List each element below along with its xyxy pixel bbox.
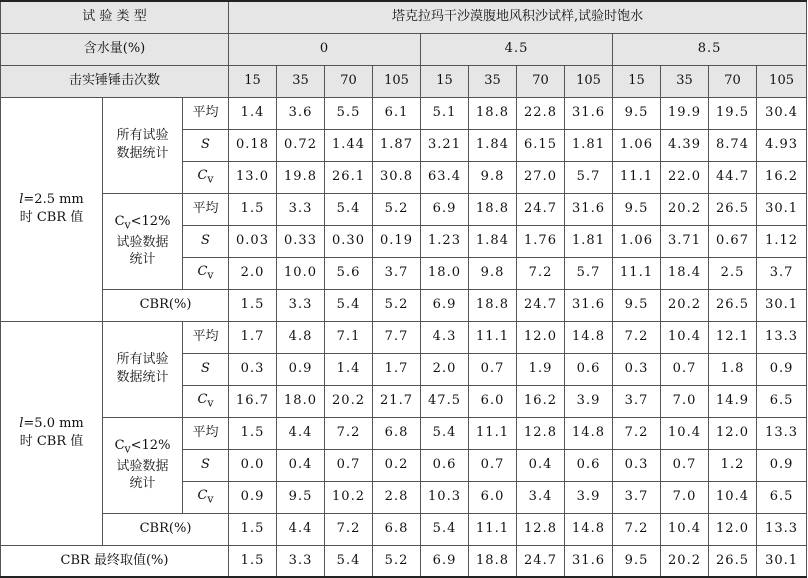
group-cv-sub: v bbox=[124, 218, 131, 232]
group-all-line2: 数据统计 bbox=[116, 370, 169, 385]
value-cell: 3.3 bbox=[277, 289, 325, 321]
stat-label-cv bbox=[183, 161, 229, 193]
stat-symbol-c: C bbox=[197, 391, 208, 407]
value-cell: 26.1 bbox=[325, 161, 373, 193]
value-cell: 10.2 bbox=[325, 481, 373, 513]
sample-title: 塔克拉玛干沙漠腹地风积沙试样,试验时饱水 bbox=[229, 1, 807, 33]
moisture-value-1: 4.5 bbox=[421, 33, 613, 65]
value-cell: 0.2 bbox=[373, 449, 421, 481]
header-row-moisture bbox=[1, 33, 807, 65]
value-cell: 3.7 bbox=[373, 257, 421, 289]
cbr-row bbox=[1, 513, 807, 545]
value-cell: 19.9 bbox=[661, 97, 709, 129]
value-cell: 1.8 bbox=[709, 353, 757, 385]
value-cell: 18.4 bbox=[661, 257, 709, 289]
group-cv-rest: <12% bbox=[130, 438, 171, 454]
value-cell: 5.4 bbox=[421, 417, 469, 449]
value-cell: 11.1 bbox=[613, 257, 661, 289]
value-cell: 16.2 bbox=[757, 161, 807, 193]
blows-header-cell: 105 bbox=[373, 65, 421, 97]
stat-label-mean: 平均 bbox=[183, 321, 229, 353]
value-cell: 12.8 bbox=[517, 513, 565, 545]
value-cell: 10.0 bbox=[277, 257, 325, 289]
value-cell: 7.2 bbox=[613, 321, 661, 353]
value-cell: 2.0 bbox=[421, 353, 469, 385]
value-cell: 44.7 bbox=[709, 161, 757, 193]
value-cell: 7.1 bbox=[325, 321, 373, 353]
section-label-0 bbox=[1, 97, 103, 321]
blows-header-cell: 15 bbox=[229, 65, 277, 97]
value-cell: 63.4 bbox=[421, 161, 469, 193]
value-cell: 5.4 bbox=[325, 193, 373, 225]
group-label-all bbox=[103, 97, 183, 193]
value-cell: 4.93 bbox=[757, 129, 807, 161]
value-cell: 14.9 bbox=[709, 385, 757, 417]
value-cell: 14.8 bbox=[565, 321, 613, 353]
value-cell: 0.18 bbox=[229, 129, 277, 161]
value-cell: 10.4 bbox=[661, 321, 709, 353]
value-cell: 3.7 bbox=[613, 481, 661, 513]
value-cell: 30.4 bbox=[757, 97, 807, 129]
value-cell: 20.2 bbox=[661, 289, 709, 321]
value-cell: 1.4 bbox=[229, 97, 277, 129]
group-all-line1: 所有试验 bbox=[116, 352, 169, 368]
group-all-line1: 所有试验 bbox=[116, 128, 169, 144]
blows-header-cell: 35 bbox=[469, 65, 517, 97]
group-label-cv bbox=[103, 193, 183, 289]
value-cell: 0.4 bbox=[517, 449, 565, 481]
blows-header-cell: 105 bbox=[757, 65, 807, 97]
value-cell: 9.5 bbox=[613, 97, 661, 129]
value-cell: 4.3 bbox=[421, 321, 469, 353]
value-cell: 6.9 bbox=[421, 289, 469, 321]
value-cell: 1.7 bbox=[373, 353, 421, 385]
value-cell: 0.9 bbox=[229, 481, 277, 513]
value-cell: 10.3 bbox=[421, 481, 469, 513]
value-cell: 26.5 bbox=[709, 289, 757, 321]
value-cell: 22.0 bbox=[661, 161, 709, 193]
value-cell: 13.3 bbox=[757, 513, 807, 545]
value-cell: 5.5 bbox=[325, 97, 373, 129]
value-cell: 30.8 bbox=[373, 161, 421, 193]
value-cell: 0.6 bbox=[421, 449, 469, 481]
value-cell: 30.1 bbox=[757, 545, 807, 577]
value-cell: 31.6 bbox=[565, 193, 613, 225]
value-cell: 20.2 bbox=[661, 545, 709, 577]
value-cell: 3.71 bbox=[661, 225, 709, 257]
value-cell: 5.2 bbox=[373, 193, 421, 225]
value-cell: 3.7 bbox=[613, 385, 661, 417]
value-cell: 8.74 bbox=[709, 129, 757, 161]
value-cell: 0.7 bbox=[469, 353, 517, 385]
value-cell: 1.81 bbox=[565, 129, 613, 161]
value-cell: 1.06 bbox=[613, 129, 661, 161]
value-cell: 21.7 bbox=[373, 385, 421, 417]
group-cv-line2: 试验数据 bbox=[116, 234, 169, 250]
value-cell: 19.8 bbox=[277, 161, 325, 193]
value-cell: 4.39 bbox=[661, 129, 709, 161]
value-cell: 1.5 bbox=[229, 545, 277, 577]
value-cell: 5.4 bbox=[421, 513, 469, 545]
value-cell: 19.5 bbox=[709, 97, 757, 129]
value-cell: 1.23 bbox=[421, 225, 469, 257]
value-cell: 7.2 bbox=[325, 417, 373, 449]
value-cell: 7.2 bbox=[517, 257, 565, 289]
value-cell: 1.87 bbox=[373, 129, 421, 161]
value-cell: 0.67 bbox=[709, 225, 757, 257]
stat-label-s bbox=[183, 353, 229, 385]
value-cell: 31.6 bbox=[565, 289, 613, 321]
value-cell: 6.8 bbox=[373, 417, 421, 449]
stat-symbol-c: C bbox=[197, 263, 208, 279]
value-cell: 24.7 bbox=[517, 193, 565, 225]
stat-symbol-c: C bbox=[197, 167, 208, 183]
value-cell: 0.33 bbox=[277, 225, 325, 257]
value-cell: 1.2 bbox=[709, 449, 757, 481]
value-cell: 1.81 bbox=[565, 225, 613, 257]
group-label-all bbox=[103, 321, 183, 417]
value-cell: 30.1 bbox=[757, 289, 807, 321]
group-label-cv bbox=[103, 417, 183, 513]
value-cell: 5.1 bbox=[421, 97, 469, 129]
value-cell: 18.8 bbox=[469, 193, 517, 225]
data-row bbox=[1, 417, 807, 449]
value-cell: 6.8 bbox=[373, 513, 421, 545]
l-value: =5.0 mm bbox=[23, 416, 84, 432]
value-cell: 11.1 bbox=[613, 161, 661, 193]
value-cell: 7.0 bbox=[661, 385, 709, 417]
value-cell: 4.4 bbox=[277, 513, 325, 545]
value-cell: 12.0 bbox=[709, 513, 757, 545]
value-cell: 31.6 bbox=[565, 97, 613, 129]
stat-label-s bbox=[183, 449, 229, 481]
value-cell: 0.30 bbox=[325, 225, 373, 257]
value-cell: 13.3 bbox=[757, 417, 807, 449]
value-cell: 0.3 bbox=[613, 353, 661, 385]
section-label-1 bbox=[1, 321, 103, 545]
value-cell: 5.4 bbox=[325, 289, 373, 321]
value-cell: 3.3 bbox=[277, 545, 325, 577]
value-cell: 7.2 bbox=[325, 513, 373, 545]
value-cell: 0.9 bbox=[757, 449, 807, 481]
value-cell: 18.0 bbox=[421, 257, 469, 289]
stat-symbol-c: C bbox=[197, 487, 208, 503]
group-cv-sub: v bbox=[124, 442, 131, 456]
value-cell: 3.9 bbox=[565, 481, 613, 513]
value-cell: 6.15 bbox=[517, 129, 565, 161]
l-value: =2.5 mm bbox=[23, 192, 84, 208]
value-cell: 1.4 bbox=[325, 353, 373, 385]
value-cell: 0.03 bbox=[229, 225, 277, 257]
value-cell: 6.0 bbox=[469, 481, 517, 513]
value-cell: 2.8 bbox=[373, 481, 421, 513]
data-row bbox=[1, 193, 807, 225]
value-cell: 18.8 bbox=[469, 289, 517, 321]
value-cell: 5.7 bbox=[565, 161, 613, 193]
value-cell: 0.7 bbox=[661, 353, 709, 385]
value-cell: 0.9 bbox=[277, 353, 325, 385]
group-cv-line2: 试验数据 bbox=[116, 458, 169, 474]
value-cell: 11.1 bbox=[469, 513, 517, 545]
value-cell: 11.1 bbox=[469, 417, 517, 449]
blows-header-cell: 35 bbox=[277, 65, 325, 97]
value-cell: 16.7 bbox=[229, 385, 277, 417]
stat-label-cv bbox=[183, 385, 229, 417]
value-cell: 3.3 bbox=[277, 193, 325, 225]
stat-label-cv bbox=[183, 481, 229, 513]
value-cell: 14.8 bbox=[565, 417, 613, 449]
stat-symbol-s: S bbox=[201, 361, 210, 377]
value-cell: 0.0 bbox=[229, 449, 277, 481]
stat-symbol-s: S bbox=[201, 137, 210, 153]
l-line2: 时 CBR 值 bbox=[19, 210, 84, 225]
stat-label-s bbox=[183, 129, 229, 161]
blows-header-cell: 15 bbox=[613, 65, 661, 97]
value-cell: 10.4 bbox=[709, 481, 757, 513]
value-cell: 20.2 bbox=[661, 193, 709, 225]
value-cell: 1.9 bbox=[517, 353, 565, 385]
value-cell: 1.5 bbox=[229, 417, 277, 449]
data-row bbox=[1, 97, 807, 129]
blows-header-cell: 105 bbox=[565, 65, 613, 97]
stat-label-cv bbox=[183, 257, 229, 289]
test-type-label: 试 验 类 型 bbox=[1, 1, 229, 33]
value-cell: 13.3 bbox=[757, 321, 807, 353]
blows-header-cell: 15 bbox=[421, 65, 469, 97]
table-body bbox=[1, 1, 807, 577]
value-cell: 6.9 bbox=[421, 193, 469, 225]
value-cell: 2.0 bbox=[229, 257, 277, 289]
value-cell: 6.5 bbox=[757, 481, 807, 513]
value-cell: 47.5 bbox=[421, 385, 469, 417]
value-cell: 0.6 bbox=[565, 449, 613, 481]
value-cell: 7.2 bbox=[613, 417, 661, 449]
header-row-blows bbox=[1, 65, 807, 97]
value-cell: 10.4 bbox=[661, 513, 709, 545]
cbr-label: CBR(%) bbox=[103, 513, 229, 545]
value-cell: 1.44 bbox=[325, 129, 373, 161]
value-cell: 3.7 bbox=[757, 257, 807, 289]
stat-symbol-s: S bbox=[201, 233, 210, 249]
value-cell: 0.7 bbox=[469, 449, 517, 481]
value-cell: 4.8 bbox=[277, 321, 325, 353]
value-cell: 0.6 bbox=[565, 353, 613, 385]
value-cell: 9.5 bbox=[613, 289, 661, 321]
value-cell: 1.06 bbox=[613, 225, 661, 257]
value-cell: 12.1 bbox=[709, 321, 757, 353]
stat-symbol-s: S bbox=[201, 457, 210, 473]
value-cell: 30.1 bbox=[757, 193, 807, 225]
value-cell: 22.8 bbox=[517, 97, 565, 129]
group-cv-line3: 统计 bbox=[129, 476, 156, 492]
moisture-value-0: 0 bbox=[229, 33, 421, 65]
value-cell: 18.0 bbox=[277, 385, 325, 417]
header-row-test-type bbox=[1, 1, 807, 33]
value-cell: 0.7 bbox=[325, 449, 373, 481]
final-label: CBR 最终取值(%) bbox=[1, 545, 229, 577]
value-cell: 0.4 bbox=[277, 449, 325, 481]
value-cell: 12.0 bbox=[517, 321, 565, 353]
value-cell: 9.8 bbox=[469, 161, 517, 193]
value-cell: 2.5 bbox=[709, 257, 757, 289]
value-cell: 7.2 bbox=[613, 513, 661, 545]
value-cell: 9.8 bbox=[469, 257, 517, 289]
value-cell: 24.7 bbox=[517, 289, 565, 321]
stat-symbol-sub: v bbox=[207, 268, 214, 282]
value-cell: 31.6 bbox=[565, 545, 613, 577]
value-cell: 1.84 bbox=[469, 225, 517, 257]
blows-header-cell: 70 bbox=[709, 65, 757, 97]
value-cell: 20.2 bbox=[325, 385, 373, 417]
l-line2: 时 CBR 值 bbox=[19, 434, 84, 449]
value-cell: 6.9 bbox=[421, 545, 469, 577]
value-cell: 0.3 bbox=[229, 353, 277, 385]
value-cell: 3.4 bbox=[517, 481, 565, 513]
l-symbol: l bbox=[19, 416, 24, 432]
value-cell: 10.4 bbox=[661, 417, 709, 449]
value-cell: 18.8 bbox=[469, 545, 517, 577]
stat-label-s bbox=[183, 225, 229, 257]
group-cv-line3: 统计 bbox=[129, 252, 156, 268]
value-cell: 14.8 bbox=[565, 513, 613, 545]
value-cell: 18.8 bbox=[469, 97, 517, 129]
value-cell: 3.21 bbox=[421, 129, 469, 161]
value-cell: 6.5 bbox=[757, 385, 807, 417]
group-cv-rest: <12% bbox=[130, 214, 171, 230]
value-cell: 9.5 bbox=[277, 481, 325, 513]
l-symbol: l bbox=[19, 192, 24, 208]
blows-header-cell: 70 bbox=[517, 65, 565, 97]
value-cell: 1.5 bbox=[229, 193, 277, 225]
stat-label-mean: 平均 bbox=[183, 193, 229, 225]
stat-label-mean: 平均 bbox=[183, 417, 229, 449]
value-cell: 1.5 bbox=[229, 513, 277, 545]
value-cell: 6.1 bbox=[373, 97, 421, 129]
value-cell: 0.72 bbox=[277, 129, 325, 161]
value-cell: 0.3 bbox=[613, 449, 661, 481]
value-cell: 4.4 bbox=[277, 417, 325, 449]
value-cell: 3.9 bbox=[565, 385, 613, 417]
group-cv-c: C bbox=[114, 438, 125, 454]
blows-label: 击实锤锤击次数 bbox=[1, 65, 229, 97]
stat-symbol-sub: v bbox=[207, 492, 214, 506]
value-cell: 0.19 bbox=[373, 225, 421, 257]
value-cell: 9.5 bbox=[613, 545, 661, 577]
value-cell: 12.8 bbox=[517, 417, 565, 449]
value-cell: 26.5 bbox=[709, 193, 757, 225]
data-row bbox=[1, 321, 807, 353]
value-cell: 1.84 bbox=[469, 129, 517, 161]
cbr-row bbox=[1, 289, 807, 321]
group-cv-c: C bbox=[114, 214, 125, 230]
value-cell: 7.7 bbox=[373, 321, 421, 353]
value-cell: 12.0 bbox=[709, 417, 757, 449]
blows-header-cell: 70 bbox=[325, 65, 373, 97]
moisture-label: 含水量(%) bbox=[1, 33, 229, 65]
value-cell: 1.5 bbox=[229, 289, 277, 321]
value-cell: 0.7 bbox=[661, 449, 709, 481]
value-cell: 1.7 bbox=[229, 321, 277, 353]
value-cell: 1.76 bbox=[517, 225, 565, 257]
value-cell: 13.0 bbox=[229, 161, 277, 193]
value-cell: 6.0 bbox=[469, 385, 517, 417]
value-cell: 1.12 bbox=[757, 225, 807, 257]
value-cell: 5.6 bbox=[325, 257, 373, 289]
group-all-line2: 数据统计 bbox=[116, 146, 169, 161]
value-cell: 5.2 bbox=[373, 545, 421, 577]
value-cell: 5.7 bbox=[565, 257, 613, 289]
cbr-label: CBR(%) bbox=[103, 289, 229, 321]
value-cell: 5.2 bbox=[373, 289, 421, 321]
stat-symbol-sub: v bbox=[207, 172, 214, 186]
value-cell: 27.0 bbox=[517, 161, 565, 193]
value-cell: 0.9 bbox=[757, 353, 807, 385]
value-cell: 5.4 bbox=[325, 545, 373, 577]
value-cell: 24.7 bbox=[517, 545, 565, 577]
value-cell: 7.0 bbox=[661, 481, 709, 513]
stat-label-mean: 平均 bbox=[183, 97, 229, 129]
value-cell: 11.1 bbox=[469, 321, 517, 353]
value-cell: 3.6 bbox=[277, 97, 325, 129]
value-cell: 16.2 bbox=[517, 385, 565, 417]
final-row bbox=[1, 545, 807, 577]
value-cell: 9.5 bbox=[613, 193, 661, 225]
value-cell: 26.5 bbox=[709, 545, 757, 577]
moisture-value-2: 8.5 bbox=[613, 33, 807, 65]
blows-header-cell: 35 bbox=[661, 65, 709, 97]
stat-symbol-sub: v bbox=[207, 396, 214, 410]
